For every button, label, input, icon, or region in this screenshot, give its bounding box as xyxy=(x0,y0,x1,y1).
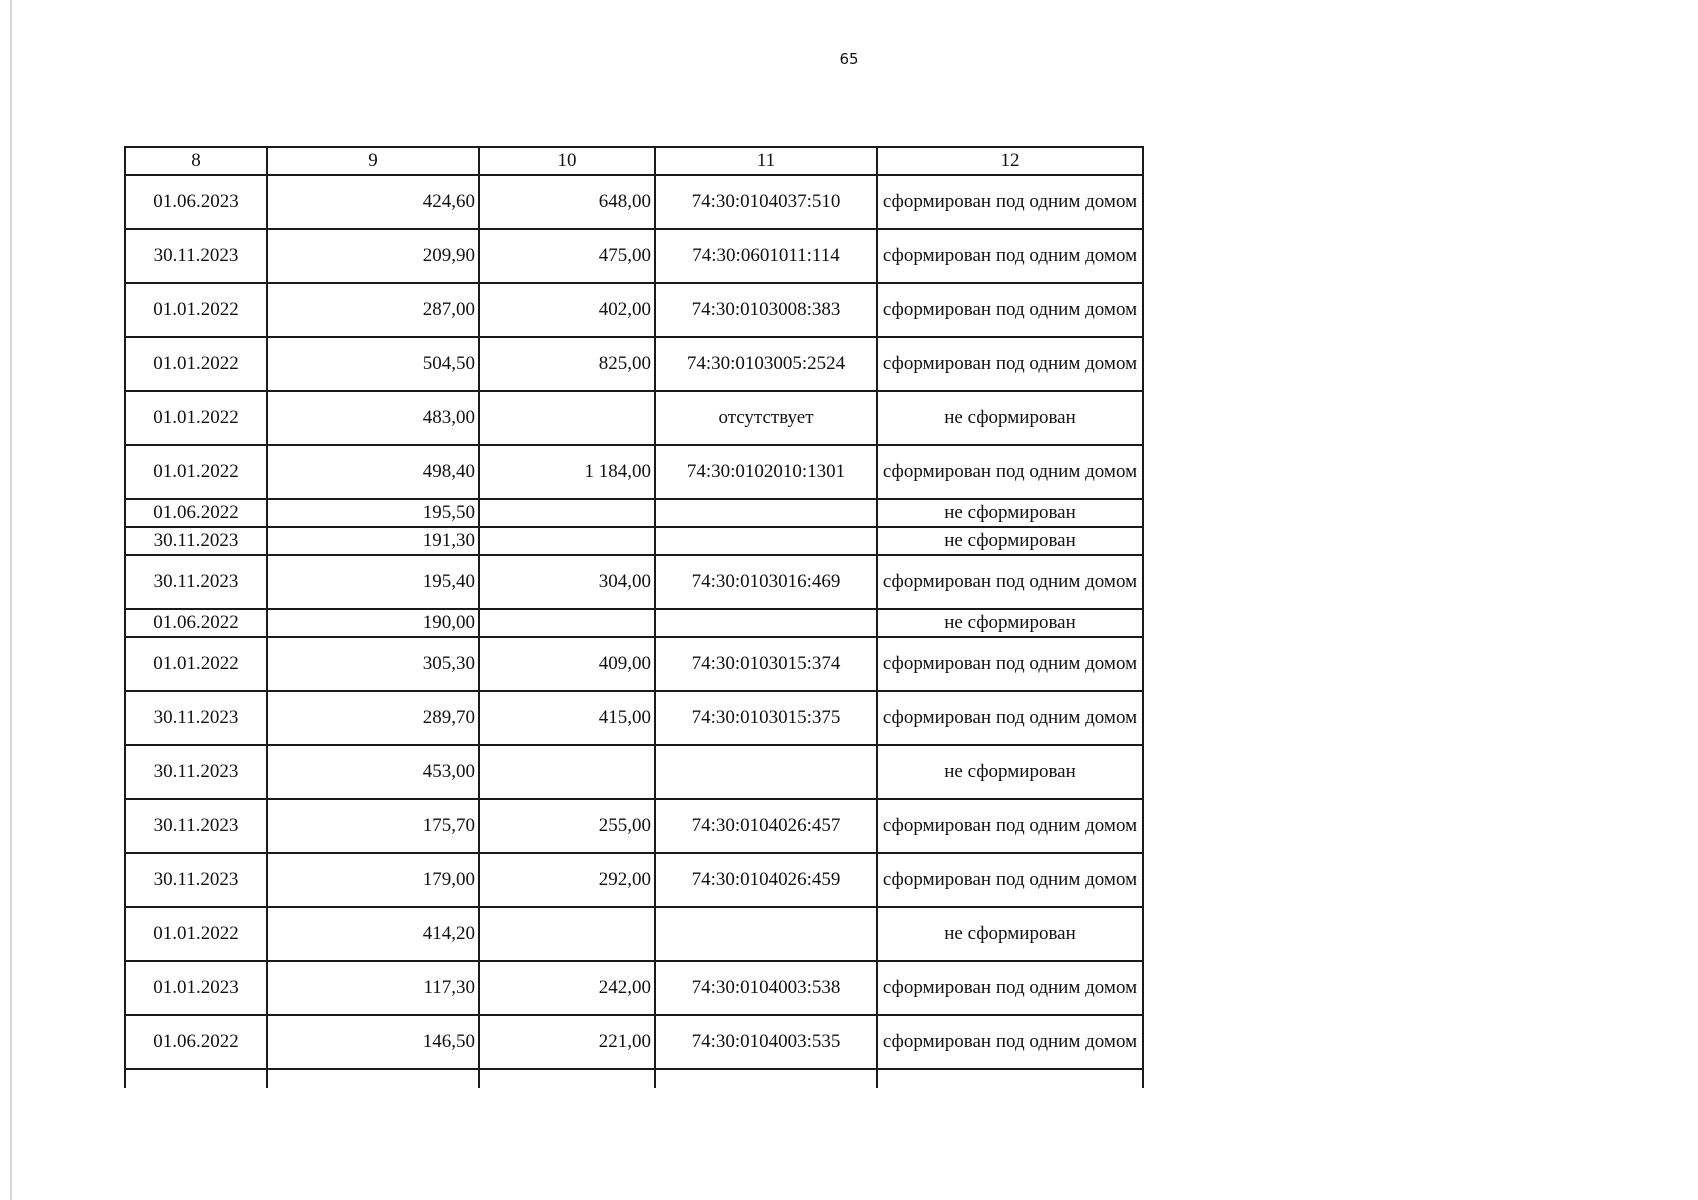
cadastral-number-cell xyxy=(655,527,877,555)
table-row xyxy=(125,391,1143,445)
table-row xyxy=(125,853,1143,907)
empty-cell xyxy=(655,1069,877,1088)
empty-cell xyxy=(479,1069,655,1088)
land-area-cell: 242,00 xyxy=(479,961,655,1015)
header-row xyxy=(125,147,1143,175)
status-cell: не сформирован xyxy=(877,499,1143,527)
cadastral-number-cell: 74:30:0104003:538 xyxy=(655,961,877,1015)
date-cell: 01.06.2022 xyxy=(125,1015,267,1069)
table-row xyxy=(125,1015,1143,1069)
area-cell: 191,30 xyxy=(267,527,479,555)
land-area-cell: 292,00 xyxy=(479,853,655,907)
date-cell: 30.11.2023 xyxy=(125,229,267,283)
empty-cell xyxy=(125,1069,267,1088)
status-cell: сформирован под одним домом xyxy=(877,961,1143,1015)
empty-cell xyxy=(267,1069,479,1088)
status-cell: не сформирован xyxy=(877,907,1143,961)
area-cell: 504,50 xyxy=(267,337,479,391)
date-cell: 01.01.2022 xyxy=(125,283,267,337)
cadastral-number-cell xyxy=(655,499,877,527)
area-cell: 209,90 xyxy=(267,229,479,283)
date-cell: 01.06.2022 xyxy=(125,499,267,527)
cadastral-number-cell: отсутствует xyxy=(655,391,877,445)
table-row xyxy=(125,961,1143,1015)
status-cell: не сформирован xyxy=(877,527,1143,555)
page-edge xyxy=(10,0,12,1200)
area-cell: 305,30 xyxy=(267,637,479,691)
status-cell: сформирован под одним домом xyxy=(877,555,1143,609)
table-row xyxy=(125,229,1143,283)
area-cell: 195,40 xyxy=(267,555,479,609)
date-cell: 30.11.2023 xyxy=(125,853,267,907)
area-cell: 190,00 xyxy=(267,609,479,637)
area-cell: 453,00 xyxy=(267,745,479,799)
date-cell: 01.01.2023 xyxy=(125,961,267,1015)
date-cell: 01.01.2022 xyxy=(125,637,267,691)
land-area-cell xyxy=(479,527,655,555)
table-row xyxy=(125,637,1143,691)
status-cell: сформирован под одним домом xyxy=(877,283,1143,337)
land-area-cell xyxy=(479,391,655,445)
table-row xyxy=(125,745,1143,799)
cadastral-number-cell: 74:30:0103015:375 xyxy=(655,691,877,745)
cadastral-number-cell xyxy=(655,745,877,799)
cadastral-number-cell: 74:30:0103005:2524 xyxy=(655,337,877,391)
cadastral-number-cell xyxy=(655,907,877,961)
table-row xyxy=(125,907,1143,961)
table-row xyxy=(125,445,1143,499)
land-area-cell xyxy=(479,907,655,961)
cadastral-number-cell: 74:30:0104037:510 xyxy=(655,175,877,229)
land-area-cell xyxy=(479,499,655,527)
area-cell: 146,50 xyxy=(267,1015,479,1069)
column-header: 9 xyxy=(267,147,479,175)
cadastral-number-cell: 74:30:0102010:1301 xyxy=(655,445,877,499)
status-cell: сформирован под одним домом xyxy=(877,175,1143,229)
date-cell: 01.01.2022 xyxy=(125,391,267,445)
table-row xyxy=(125,175,1143,229)
status-cell: сформирован под одним домом xyxy=(877,637,1143,691)
status-cell: сформирован под одним домом xyxy=(877,799,1143,853)
column-header: 8 xyxy=(125,147,267,175)
status-cell: сформирован под одним домом xyxy=(877,445,1143,499)
cadastral-number-cell: 74:30:0104026:457 xyxy=(655,799,877,853)
table-row-continued xyxy=(125,1069,1143,1088)
area-cell: 117,30 xyxy=(267,961,479,1015)
area-cell: 195,50 xyxy=(267,499,479,527)
cadastral-number-cell: 74:30:0103016:469 xyxy=(655,555,877,609)
cadastral-number-cell: 74:30:0103008:383 xyxy=(655,283,877,337)
cadastral-number-cell xyxy=(655,609,877,637)
empty-cell xyxy=(877,1069,1143,1088)
land-area-cell: 221,00 xyxy=(479,1015,655,1069)
table-row xyxy=(125,799,1143,853)
land-area-cell: 255,00 xyxy=(479,799,655,853)
table-row xyxy=(125,283,1143,337)
land-area-cell: 415,00 xyxy=(479,691,655,745)
land-area-cell: 304,00 xyxy=(479,555,655,609)
cadastral-number-cell: 74:30:0601011:114 xyxy=(655,229,877,283)
land-area-cell: 402,00 xyxy=(479,283,655,337)
status-cell: сформирован под одним домом xyxy=(877,229,1143,283)
land-area-cell: 409,00 xyxy=(479,637,655,691)
status-cell: не сформирован xyxy=(877,391,1143,445)
area-cell: 179,00 xyxy=(267,853,479,907)
land-area-cell xyxy=(479,745,655,799)
status-cell: сформирован под одним домом xyxy=(877,1015,1143,1069)
date-cell: 01.01.2022 xyxy=(125,337,267,391)
page-number: 65 xyxy=(839,50,859,68)
date-cell: 01.06.2023 xyxy=(125,175,267,229)
date-cell: 30.11.2023 xyxy=(125,555,267,609)
cadastral-number-cell: 74:30:0104003:535 xyxy=(655,1015,877,1069)
date-cell: 01.01.2022 xyxy=(125,445,267,499)
land-area-cell: 648,00 xyxy=(479,175,655,229)
date-cell: 30.11.2023 xyxy=(125,527,267,555)
status-cell: сформирован под одним домом xyxy=(877,691,1143,745)
table-row xyxy=(125,527,1143,555)
data-table xyxy=(124,146,1144,1088)
date-cell: 30.11.2023 xyxy=(125,745,267,799)
column-header: 10 xyxy=(479,147,655,175)
land-area-cell: 825,00 xyxy=(479,337,655,391)
status-cell: не сформирован xyxy=(877,745,1143,799)
cadastral-number-cell: 74:30:0104026:459 xyxy=(655,853,877,907)
table-row xyxy=(125,609,1143,637)
table-row xyxy=(125,337,1143,391)
date-cell: 30.11.2023 xyxy=(125,691,267,745)
table-row xyxy=(125,555,1143,609)
land-area-cell xyxy=(479,609,655,637)
area-cell: 424,60 xyxy=(267,175,479,229)
area-cell: 414,20 xyxy=(267,907,479,961)
date-cell: 30.11.2023 xyxy=(125,799,267,853)
status-cell: сформирован под одним домом xyxy=(877,853,1143,907)
land-area-cell: 475,00 xyxy=(479,229,655,283)
area-cell: 287,00 xyxy=(267,283,479,337)
cadastral-number-cell: 74:30:0103015:374 xyxy=(655,637,877,691)
date-cell: 01.06.2022 xyxy=(125,609,267,637)
area-cell: 289,70 xyxy=(267,691,479,745)
status-cell: не сформирован xyxy=(877,609,1143,637)
area-cell: 483,00 xyxy=(267,391,479,445)
area-cell: 175,70 xyxy=(267,799,479,853)
date-cell: 01.01.2022 xyxy=(125,907,267,961)
column-header: 11 xyxy=(655,147,877,175)
column-header: 12 xyxy=(877,147,1143,175)
table-row xyxy=(125,499,1143,527)
area-cell: 498,40 xyxy=(267,445,479,499)
status-cell: сформирован под одним домом xyxy=(877,337,1143,391)
table-row xyxy=(125,691,1143,745)
land-area-cell: 1 184,00 xyxy=(479,445,655,499)
